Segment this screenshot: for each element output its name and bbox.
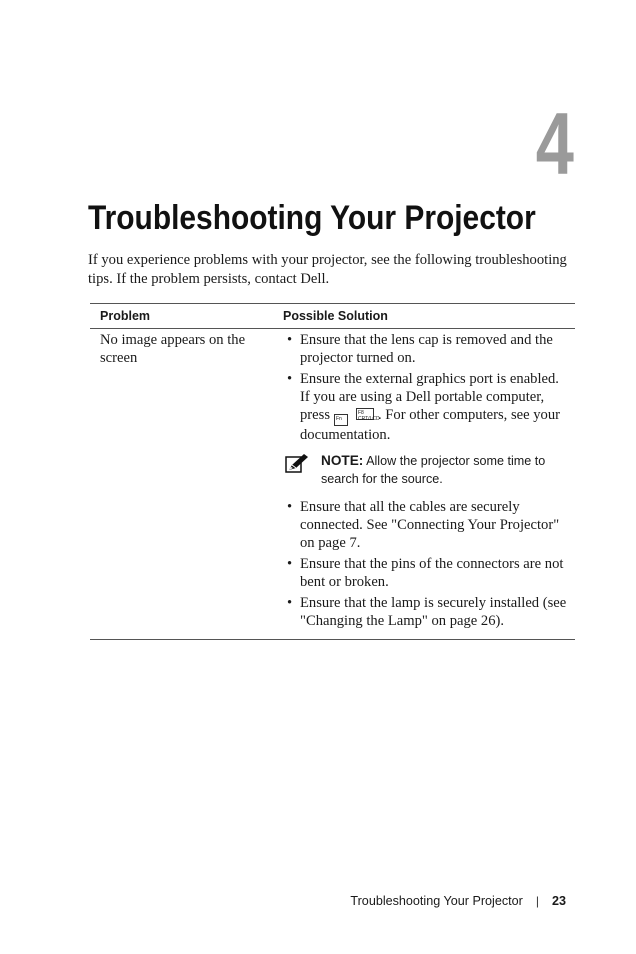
solution-text-continued: . For other computers, see your documentation. <box>300 407 560 443</box>
solution-item <box>283 594 575 630</box>
solution-item-external-port <box>283 370 575 444</box>
note-text <box>321 452 575 488</box>
header-possible-solution: Possible Solution <box>283 309 388 323</box>
table-row <box>90 329 575 639</box>
note-label: NOTE: <box>321 453 364 468</box>
note-box <box>283 452 575 488</box>
solution-text: Ensure that the pins of the connectors are not bent or broken. <box>300 556 564 590</box>
fn-key-icon: Fn <box>334 414 348 426</box>
bullet-icon: • <box>287 556 293 572</box>
header-problem: Problem <box>100 309 151 323</box>
solution-item <box>283 555 575 591</box>
solution-cell <box>283 330 575 633</box>
solution-text: Ensure that the lens cap is removed and the projector turned on. <box>300 332 553 366</box>
problem-cell: No image appears on the screen <box>100 332 246 366</box>
troubleshooting-table <box>90 303 575 640</box>
bullet-icon: • <box>287 499 293 515</box>
bullet-icon: • <box>287 595 293 611</box>
page-footer <box>350 893 566 909</box>
pencil-note-icon <box>285 452 311 474</box>
solution-text: Ensure that the lamp is securely installed (see "Changing the Lamp" on page 26). <box>300 595 567 629</box>
solution-list-after-note <box>283 498 575 630</box>
page-title: Troubleshooting Your Projector <box>88 199 536 237</box>
solution-list <box>283 331 575 444</box>
footer-separator: | <box>535 894 539 908</box>
solution-text: Ensure the external graphics port is enabled. If you are using a Dell portable computer, press <box>300 371 559 423</box>
page-number: 23 <box>551 894 566 908</box>
bullet-icon: • <box>287 332 293 348</box>
footer-section-title: Troubleshooting Your Projector <box>350 894 523 908</box>
solution-item <box>283 498 575 552</box>
solution-item <box>283 331 575 367</box>
solution-text: Ensure that all the cables are securely connected. See "Connecting Your Projector" on page 7. <box>300 499 560 551</box>
note-body: Allow the projector some time to search for the source. <box>321 454 546 486</box>
bullet-icon: • <box>287 371 293 387</box>
f8-key-icon: F8 CRT/LCD <box>358 410 380 422</box>
chapter-number: 4 <box>535 94 574 193</box>
table-header-row <box>90 304 575 329</box>
intro-paragraph: If you experience problems with your projector, see the following troubleshooting tips. If the problem persists, contact Dell. <box>88 252 567 287</box>
